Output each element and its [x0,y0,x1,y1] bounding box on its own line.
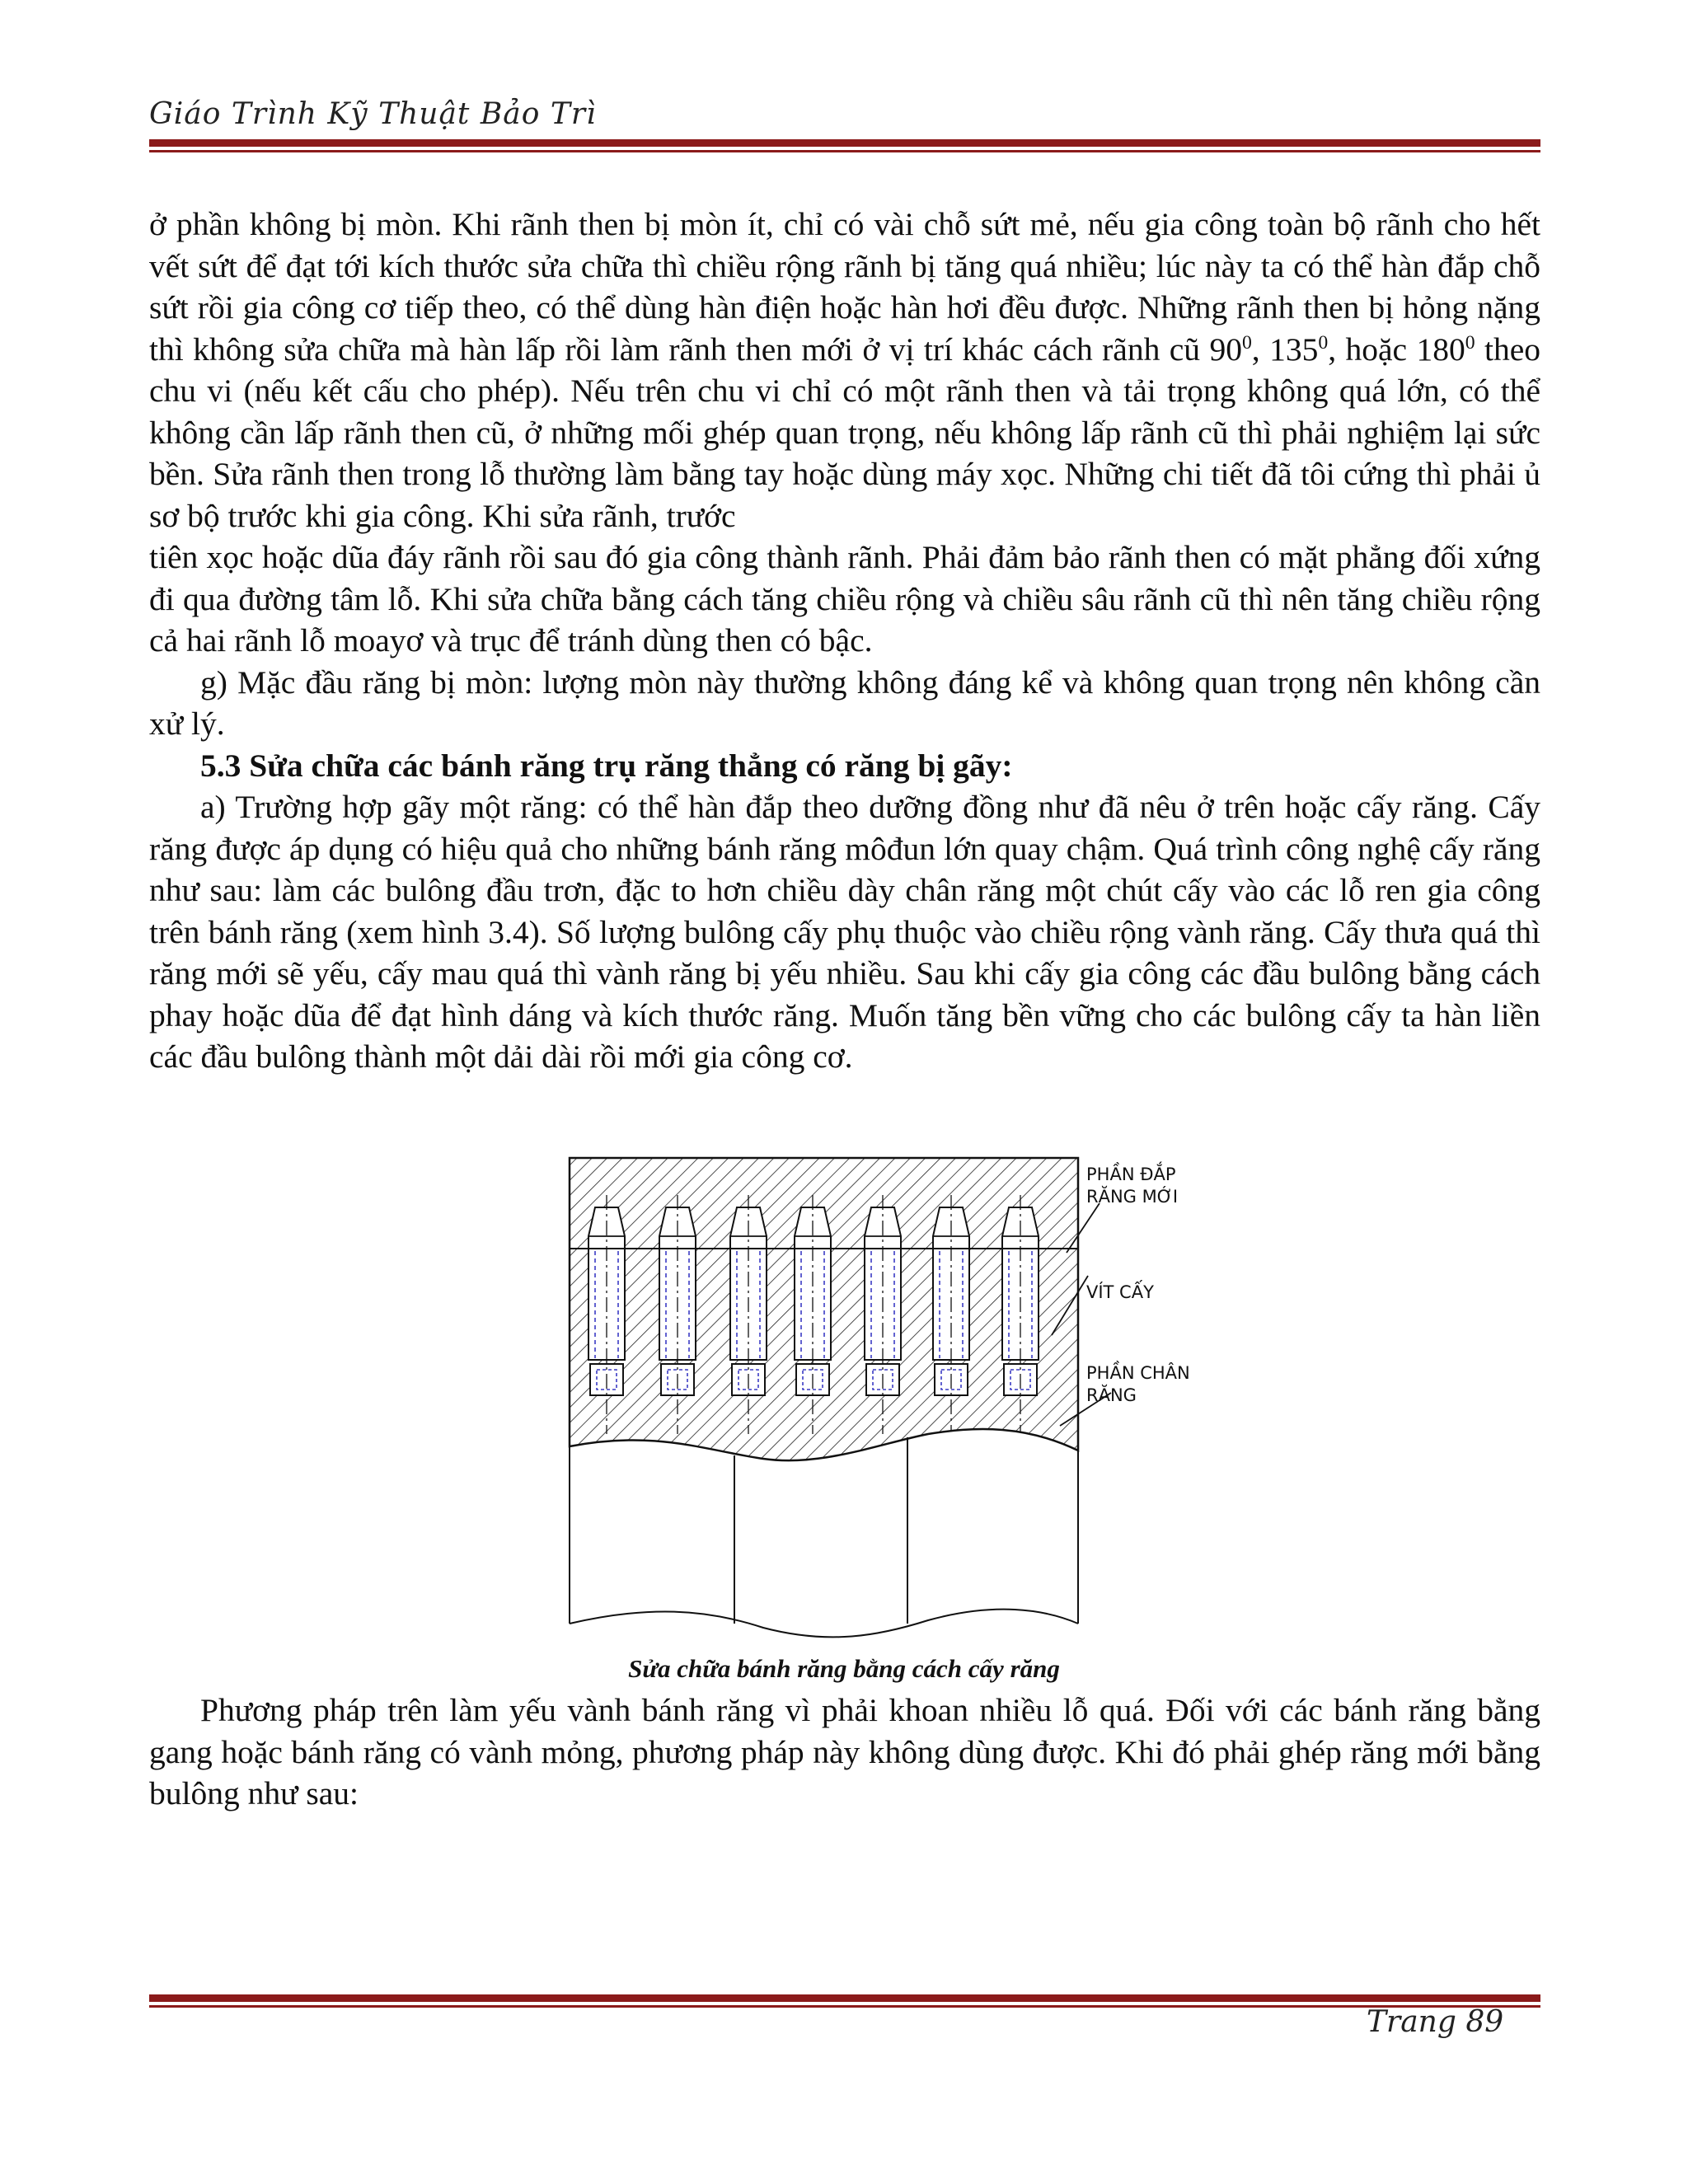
paragraph: a) Trường hợp gãy một răng: có thể hàn đắp theo dưỡng đồng như đã nêu ở trên hoặc cấy răng. Cấy răng được áp dụng có hiệu quả cho những bánh răng môđun lớn quay chậm. Quá trình công nghệ cấy răng như sau: làm các bulông đầu trơn, đặc to hơn chiều dày chân răng một chút cấy vào các lỗ ren gia công trên bánh răng (xem hình 3.4). Số lượng bulông cấy phụ thuộc vào chiều rộng vành răng. Cấy thưa quá thì răng mới sẽ yếu, cấy mau quá thì vành răng bị yếu nhiều. Sau khi cấy gia công các đầu bulông bằng cách phay hoặc dũa để đạt hình dáng và kích thước răng. Muốn tăng bền vững cho các bulông cấy ta hàn liền các đầu bulông thành một dải dài rồi mới gia công cơ. [149,789,1540,1075]
body-text-top [149,204,1540,1078]
page-number: Trang 89 [1367,2005,1504,2039]
header-title: Giáo Trình Kỹ Thuật Bảo Trì [149,97,597,131]
label-tooth-root: PHẦN CHÂN RĂNG [1086,1363,1190,1405]
body-text-bottom [149,1690,1540,1815]
gear-repair-figure [565,1154,1192,1640]
paragraph: Phương pháp trên làm yếu vành bánh răng vì phải khoan nhiều lỗ quá. Đối với các bánh răng bằng gang hoặc bánh răng có vành mỏng, phương pháp này không dùng được. Khi đó phải ghép răng mới bằng bulông như sau: [149,1692,1540,1811]
header-rule [149,139,1540,152]
section-heading: 5.3 Sửa chữa các bánh răng trụ răng thẳng có răng bị gãy: [200,747,1013,784]
footer-rule [149,1994,1540,2008]
wheel-lower-body [570,1437,1078,1637]
label-stud-screw: VÍT CẤY [1086,1282,1154,1302]
paragraph: g) Mặc đầu răng bị mòn: lượng mòn này thường không đáng kể và không quan trọng nên không cần xử lý. [149,663,1540,742]
figure-caption: Sửa chữa bánh răng bằng cách cấy răng [628,1654,1060,1683]
wheel-rim-section [570,1158,1078,1460]
paragraph: tiên xọc hoặc dũa đáy rãnh rồi sau đó gia công thành rãnh. Phải đảm bảo rãnh then có mặt phẳng đối xứng đi qua đường tâm lỗ. Khi sửa chữa bằng cách tăng chiều rộng và chiều sâu rãnh cũ thì nên tăng chiều rộng cả hai rãnh lỗ moayơ và trục để tránh dùng then có bậc. [149,539,1540,658]
label-new-tooth-weld: PHẦN ĐẮP RĂNG MỚI [1086,1165,1179,1207]
paragraph: ở phần không bị mòn. Khi rãnh then bị mòn ít, chỉ có vài chỗ sứt mẻ, nếu gia công toàn bộ rãnh cho hết vết sứt để đạt tới kích thước sửa chữa thì chiều rộng rãnh bị tăng quá nhiều; lúc này ta có thể hàn đắp chỗ sứt rồi gia công cơ tiếp theo, có thể dùng hàn điện hoặc hàn hơi đều được. Những rãnh then bị hỏng nặng thì không sửa chữa mà hàn lấp rồi làm rãnh then mới ở vị trí khác cách rãnh cũ $90^0$, $135^0$, hoặc $180^0$ theo chu vi (nếu kết cấu cho phép). Nếu trên chu vi chỉ có một rãnh then và tải trọng không quá lớn, có thể không cần lấp rãnh then cũ, ở những mối ghép quan trọng, nếu không lấp rãnh cũ thì phải nghiệm lại sức bền. Sửa rãnh then trong lỗ thường làm bằng tay hoặc dùng máy xọc. Những chi tiết đã tôi cứng thì phải ủ sơ bộ trước khi gia công. Khi sửa rãnh, trước [149,206,1540,534]
